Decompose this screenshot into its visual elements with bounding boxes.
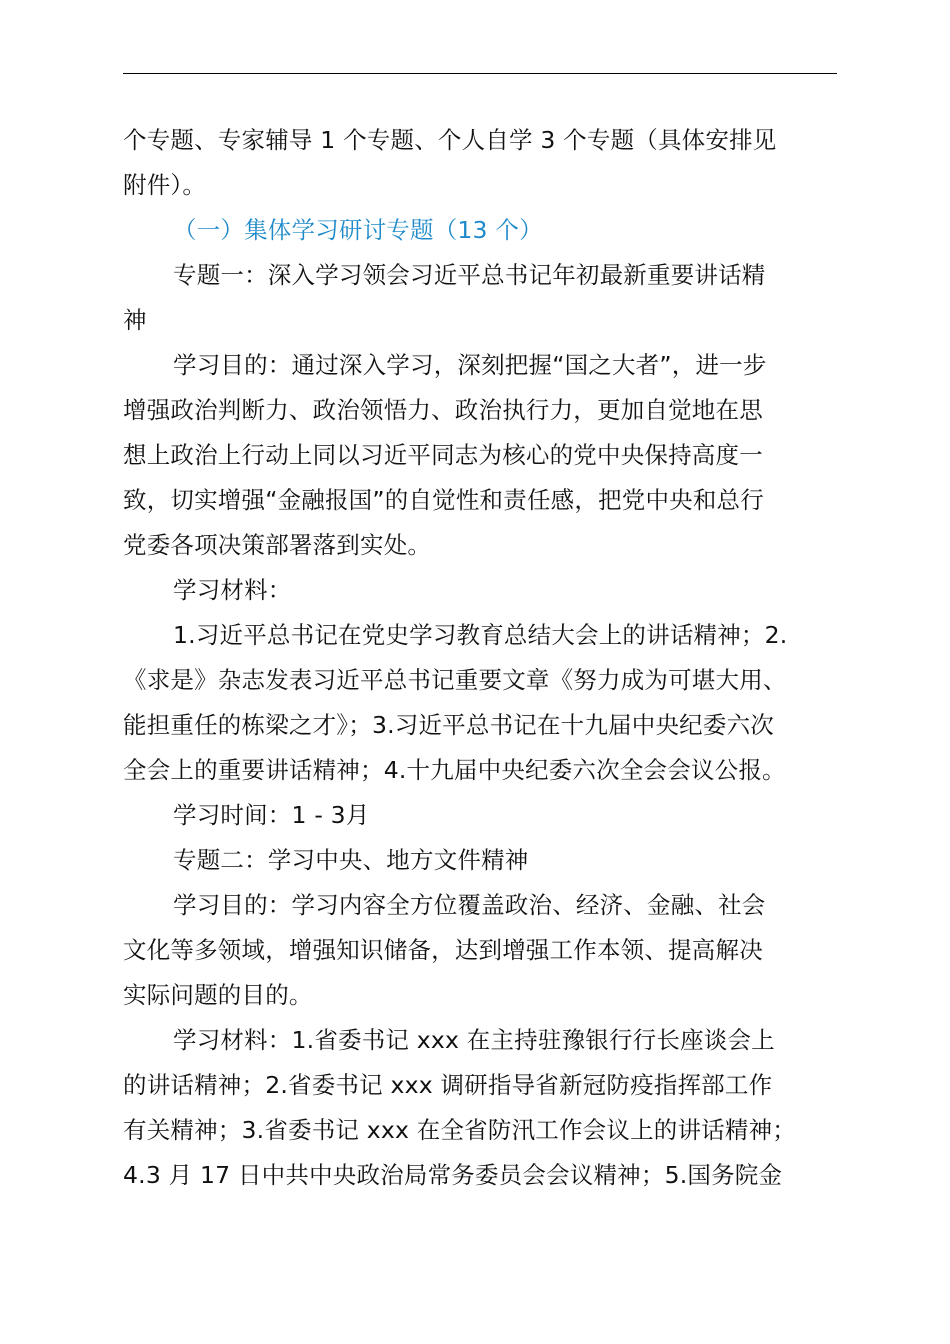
header-rule: [123, 73, 837, 74]
text-line-2: 附件）。: [123, 171, 207, 199]
text-line-9: 致，切实增强“金融报国”的自觉性和责任感，把党中央和总行: [123, 486, 764, 514]
text-line-8: 想上政治上行动上同以习近平同志为核心的党中央保持高度一: [123, 441, 763, 469]
text-line-1: 个专题、专家辅导 1 个专题、个人自学 3 个专题（具体安排见: [123, 126, 777, 154]
text-line-20: 实际问题的目的。: [123, 981, 313, 1009]
text-line-13: 《求是》杂志发表习近平总书记重要文章《努力成为可堪大用、: [123, 666, 787, 694]
topic-one-materials: 1.习近平总书记在党史学习教育总结大会上的讲话精神；2.: [173, 621, 788, 649]
text-line-15: 全会上的重要讲话精神；4.十九届中央纪委六次全会会议公报。: [123, 756, 786, 784]
text-line-10: 党委各项决策部署落到实处。: [123, 531, 432, 559]
topic-two-title: 专题二：学习中央、地方文件精神: [173, 846, 529, 874]
text-line-24: 4.3 月 17 日中共中央政治局常务委员会会议精神；5.国务院金: [123, 1161, 783, 1189]
topic-one-title-cont: 神: [123, 306, 147, 334]
topic-one-materials-label: 学习材料：: [173, 576, 292, 604]
topic-one-purpose: 学习目的：通过深入学习，深刻把握“国之大者”，进一步: [173, 351, 767, 379]
section-heading: （一）集体学习研讨专题（13 个）: [173, 216, 543, 244]
text-line-23: 有关精神；3.省委书记 xxx 在全省防汛工作会议上的讲话精神；: [123, 1116, 796, 1144]
document-body: [123, 118, 837, 1198]
topic-one-time: 学习时间：1 - 3月: [173, 801, 370, 829]
text-line-14: 能担重任的栋梁之才》；3.习近平总书记在十九届中央纪委六次: [123, 711, 774, 739]
text-line-19: 文化等多领域，增强知识储备，达到增强工作本领、提高解决: [123, 936, 763, 964]
text-line-22: 的讲话精神；2.省委书记 xxx 调研指导省新冠防疫指挥部工作: [123, 1071, 773, 1099]
text-line-7: 增强政治判断力、政治领悟力、政治执行力，更加自觉地在思: [123, 396, 763, 424]
topic-two-purpose: 学习目的：学习内容全方位覆盖政治、经济、金融、社会: [173, 891, 766, 919]
topic-two-materials: 学习材料：1.省委书记 xxx 在主持驻豫银行行长座谈会上: [173, 1026, 775, 1054]
topic-one-title: 专题一：深入学习领会习近平总书记年初最新重要讲话精: [173, 261, 766, 289]
